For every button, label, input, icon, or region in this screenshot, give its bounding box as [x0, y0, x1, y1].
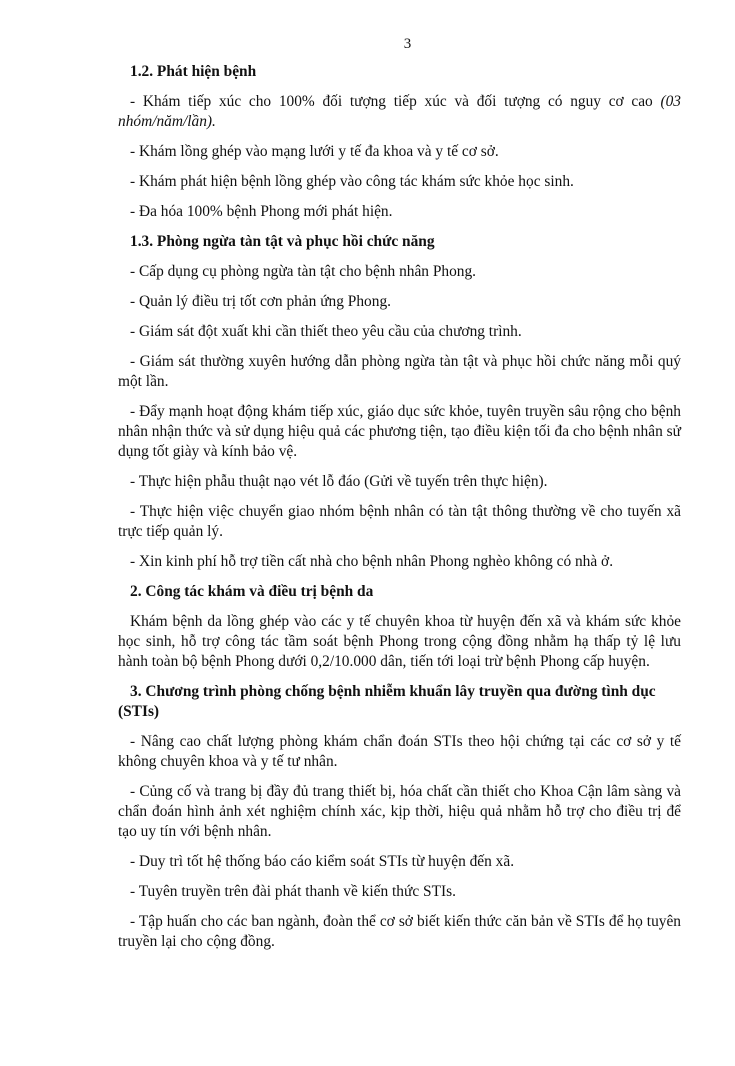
paragraph: - Quản lý điều trị tốt cơn phản ứng Phong. — [130, 293, 391, 310]
section-heading: 3. Chương trình phòng chống bệnh nhiễm khuẩn lây truyền qua đường tình dục (STIs) — [118, 683, 656, 720]
paragraph: - Duy trì tốt hệ thống báo cáo kiểm soát STIs từ huyện đến xã. — [130, 853, 515, 870]
paragraph: - Xin kinh phí hỗ trợ tiền cất nhà cho bệnh nhân Phong nghèo không có nhà ở. — [130, 553, 614, 570]
paragraph-italic-text: (03 nhóm/năm/lần). — [118, 93, 681, 130]
paragraph: - Giám sát đột xuất khi cần thiết theo yêu cầu của chương trình. — [130, 323, 522, 340]
section-heading: 2. Công tác khám và điều trị bệnh da — [130, 583, 374, 600]
paragraph: - Củng cố và trang bị đầy đủ trang thiết bị, hóa chất cần thiết cho Khoa Cận lâm sàng và chẩn đoán hình ảnh xét nghiệm chính xác, kịp thời, hiệu quả nhằm hỗ trợ cho điều trị để tạo uy tín với bệnh nhân. — [118, 783, 681, 840]
paragraph: - Cấp dụng cụ phòng ngừa tàn tật cho bệnh nhân Phong. — [130, 263, 477, 280]
paragraph: Khám bệnh da lồng ghép vào các y tế chuyên khoa từ huyện đến xã và khám sức khỏe học sinh, hỗ trợ công tác tầm soát bệnh Phong trong cộng đồng nhằm hạ thấp tỷ lệ lưu hành toàn bộ bệnh Phong dưới 0,2/10.000 dân, tiến tới loại trừ bệnh Phong cấp huyện. — [118, 613, 681, 670]
paragraph: - Khám lồng ghép vào mạng lưới y tế đa khoa và y tế cơ sở. — [130, 143, 499, 160]
paragraph: - Giám sát thường xuyên hướng dẫn phòng ngừa tàn tật và phục hồi chức năng mỗi quý một lần. — [118, 353, 681, 390]
paragraph: - Thực hiện việc chuyển giao nhóm bệnh nhân có tàn tật thông thường về cho tuyến xã trực tiếp quản lý. — [118, 503, 681, 540]
section-phong-ngua-tan-tat — [118, 232, 681, 572]
section-phat-hien-benh — [118, 62, 681, 222]
paragraph: - Tập huấn cho các ban ngành, đoàn thể cơ sở biết kiến thức căn bản về STIs để họ tuyên truyền lại cho cộng đồng. — [118, 913, 681, 950]
section-kham-dieu-tri-benh-da — [118, 582, 681, 672]
section-heading: 1.2. Phát hiện bệnh — [130, 63, 257, 80]
paragraph: - Tuyên truyền trên đài phát thanh về kiến thức STIs. — [130, 883, 456, 900]
page-number: 3 — [403, 36, 412, 52]
paragraph: - Nâng cao chất lượng phòng khám chẩn đoán STIs theo hội chứng tại các cơ sở y tế không chuyên khoa và y tế tư nhân. — [118, 733, 681, 770]
paragraph-text: - Khám tiếp xúc cho 100% đối tượng tiếp xúc và đối tượng có nguy cơ cao — [130, 93, 661, 110]
section-phong-chong-stis — [118, 682, 681, 952]
paragraph: - Đẩy mạnh hoạt động khám tiếp xúc, giáo dục sức khỏe, tuyên truyền sâu rộng cho bệnh nhân nhận thức và sử dụng hiệu quả các phương tiện, tạo điều kiện tối đa cho bệnh nhân sử dụng tốt giày và kính bảo vệ. — [118, 403, 681, 460]
section-heading: 1.3. Phòng ngừa tàn tật và phục hồi chức năng — [130, 233, 435, 250]
paragraph: - Thực hiện phẫu thuật nạo vét lỗ đáo (Gửi về tuyến trên thực hiện). — [130, 473, 548, 490]
paragraph: - Khám phát hiện bệnh lồng ghép vào công tác khám sức khỏe học sinh. — [130, 173, 574, 190]
paragraph — [118, 92, 681, 132]
paragraph: - Đa hóa 100% bệnh Phong mới phát hiện. — [130, 203, 393, 220]
